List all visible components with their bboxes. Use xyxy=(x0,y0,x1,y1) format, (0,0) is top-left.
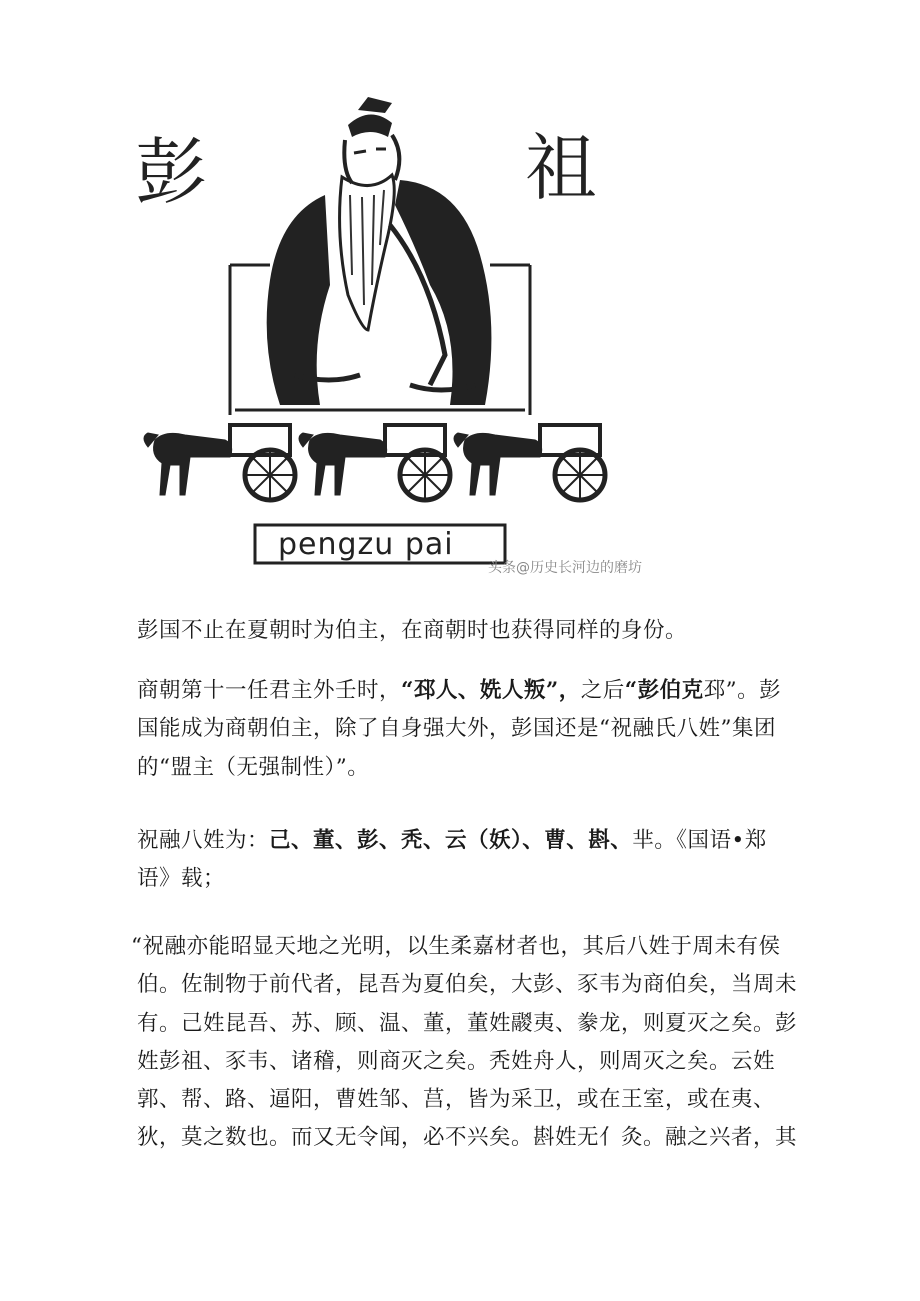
sage-figure xyxy=(267,97,492,405)
paragraph-4-quotation xyxy=(131,928,798,1158)
paragraph-3-surnames: 己、董、彭、秃、云（妖）、曹、斟、 xyxy=(269,828,633,853)
pengzu-illustration xyxy=(130,85,660,585)
paragraph-3 xyxy=(137,822,797,899)
paragraph-2 xyxy=(137,672,797,787)
title-char-peng: 彭 xyxy=(135,130,208,214)
paragraph-3-lead: 祝融八姓为： xyxy=(137,828,270,853)
paragraph-2-after: 之后 xyxy=(580,678,625,703)
paragraph-2-quote-end: 邳”。 xyxy=(703,678,760,703)
paragraph-1 xyxy=(137,612,797,650)
chariot-2 xyxy=(299,425,450,500)
paragraph-2-lead: 商朝第十一任君主外壬时， xyxy=(137,678,402,703)
chariot-3 xyxy=(454,425,605,500)
watermark: 头条@历史长河边的磨坊 xyxy=(488,560,642,576)
paragraph-4-text: “祝融亦能昭显天地之光明，以生柔嘉材者也，其后八姓于周未有侯伯。佐制物于前代者，昆吾为夏伯矣，大彭、豕韦为商伯矣，当周未有。己姓昆吾、苏、顾、温、董，董姓鬷夷、豢龙，则夏灭之矣。彭姓彭祖、豕韦、诸稽，则商灭之矣。秃姓舟人，则周灭之矣。云姓郭、帮、路、逼阳，曹姓邹、莒，皆为采卫，或在王室，或在夷、狄，莫之数也。而又无令闻，必不兴矣。斟姓无亻灸。融之兴者，其 xyxy=(131,934,798,1151)
paragraph-2-quote-rebellion: “邳人、姺人叛”， xyxy=(401,678,581,703)
paragraph-2-quote-conquest: “彭伯克 xyxy=(624,678,704,703)
title-char-zu: 祖 xyxy=(525,126,598,210)
chariot-1 xyxy=(144,425,295,500)
paragraph-1-text: 彭国不止在夏朝时为伯主，在商朝时也获得同样的身份。 xyxy=(137,618,688,643)
plaque-text: pengzu pai xyxy=(278,527,454,562)
paragraph-2-rest: 彭国能成为商朝伯主，除了自身强大外，彭国还是“祝融氏八姓”集团的“盟主（无强制性）”。 xyxy=(137,678,782,780)
chariot-row xyxy=(144,425,605,500)
paragraph-3-rest: 芈。《国语•郑语》载； xyxy=(137,828,767,892)
